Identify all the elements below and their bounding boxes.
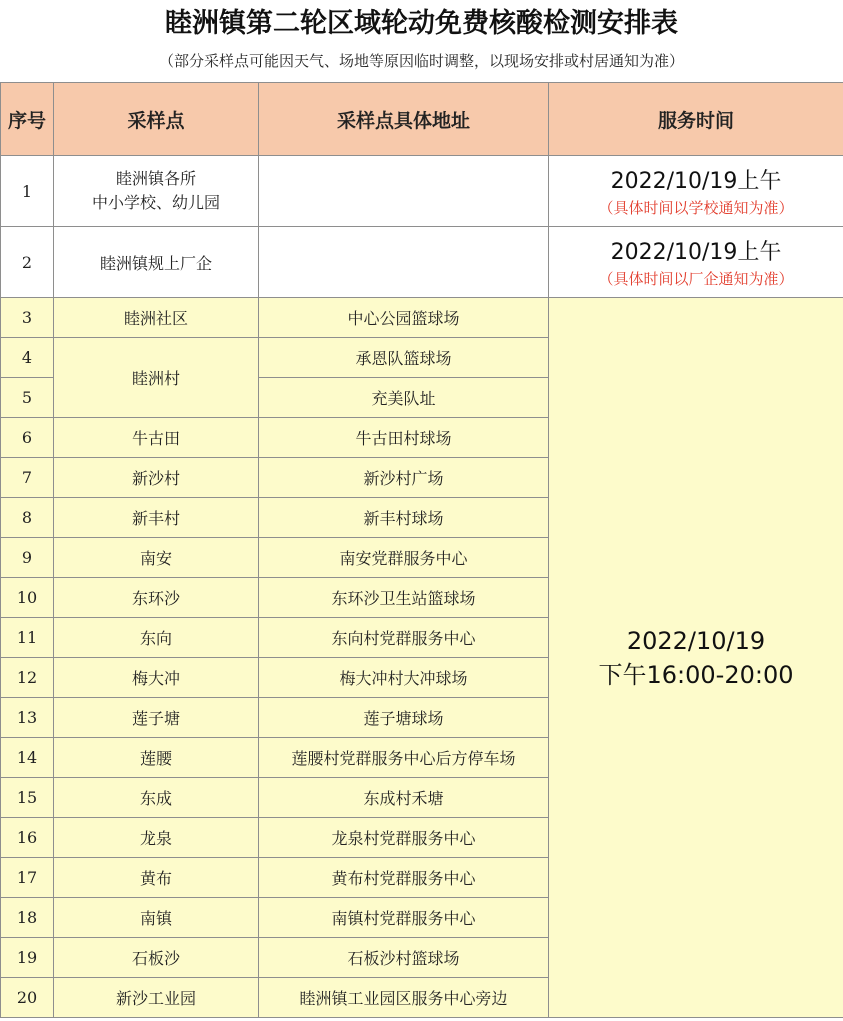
row-site: 东向 (54, 618, 259, 658)
row-address: 莲腰村党群服务中心后方停车场 (259, 738, 549, 778)
row-time-value: 2022/10/19上午 (610, 240, 782, 265)
row-site: 睦洲村 (54, 338, 259, 418)
row-site: 睦洲镇规上厂企 (54, 227, 259, 298)
row-address: 黄布村党群服务中心 (259, 858, 549, 898)
row-address (259, 227, 549, 298)
header-time: 服务时间 (549, 83, 843, 156)
row-address: 新沙村广场 (259, 458, 549, 498)
row-index: 19 (1, 938, 54, 978)
page-subtitle: （部分采样点可能因天气、场地等原因临时调整，以现场安排或村居通知为准） (158, 52, 684, 70)
row-address: 新丰村球场 (259, 498, 549, 538)
row-index: 18 (1, 898, 54, 938)
row-site: 新沙工业园 (54, 978, 259, 1018)
row-address: 东向村党群服务中心 (259, 618, 549, 658)
row-site: 莲腰 (54, 738, 259, 778)
row-index: 3 (1, 298, 54, 338)
row-index: 6 (1, 418, 54, 458)
row-index: 16 (1, 818, 54, 858)
row-address (259, 156, 549, 227)
shared-time-hours: 下午16:00-20:00 (598, 660, 794, 689)
row-site: 牛古田 (54, 418, 259, 458)
row-address: 牛古田村球场 (259, 418, 549, 458)
schedule-table (0, 82, 843, 1018)
row-address: 充美队址 (259, 378, 549, 418)
row-index: 9 (1, 538, 54, 578)
row-site: 睦洲社区 (54, 298, 259, 338)
row-site: 东环沙 (54, 578, 259, 618)
header-index: 序号 (1, 83, 54, 156)
row-site: 莲子塘 (54, 698, 259, 738)
row-site-line: 睦洲镇各所 (115, 169, 196, 188)
row-address: 南安党群服务中心 (259, 538, 549, 578)
page-title: 睦洲镇第二轮区域轮动免费核酸检测安排表 (165, 8, 678, 39)
row-index: 14 (1, 738, 54, 778)
row-address: 东成村禾塘 (259, 778, 549, 818)
row-address: 东环沙卫生站篮球场 (259, 578, 549, 618)
row-time-value: 2022/10/19上午 (610, 169, 782, 194)
row-time-note: （具体时间以厂企通知为准） (598, 270, 794, 288)
row-index: 11 (1, 618, 54, 658)
row-index: 1 (1, 156, 54, 227)
row-time (549, 156, 843, 227)
row-site: 石板沙 (54, 938, 259, 978)
row-site-line: 中小学校、幼儿园 (91, 193, 220, 212)
row-site: 东成 (54, 778, 259, 818)
row-site: 南安 (54, 538, 259, 578)
row-index: 2 (1, 227, 54, 298)
header-site: 采样点 (54, 83, 259, 156)
row-address: 中心公园篮球场 (259, 298, 549, 338)
row-index: 13 (1, 698, 54, 738)
header-address: 采样点具体地址 (259, 83, 549, 156)
row-index: 17 (1, 858, 54, 898)
row-site: 梅大冲 (54, 658, 259, 698)
row-address: 莲子塘球场 (259, 698, 549, 738)
row-time (549, 227, 843, 298)
row-index: 15 (1, 778, 54, 818)
row-index: 7 (1, 458, 54, 498)
row-site: 南镇 (54, 898, 259, 938)
row-address: 南镇村党群服务中心 (259, 898, 549, 938)
row-site: 新丰村 (54, 498, 259, 538)
table-header-row (1, 83, 843, 156)
row-index: 20 (1, 978, 54, 1018)
row-address: 梅大冲村大冲球场 (259, 658, 549, 698)
row-site (54, 156, 259, 227)
row-address: 睦洲镇工业园区服务中心旁边 (259, 978, 549, 1018)
table-row (1, 298, 843, 338)
row-address: 石板沙村篮球场 (259, 938, 549, 978)
row-index: 12 (1, 658, 54, 698)
row-index: 5 (1, 378, 54, 418)
row-site: 龙泉 (54, 818, 259, 858)
row-index: 4 (1, 338, 54, 378)
row-address: 龙泉村党群服务中心 (259, 818, 549, 858)
row-time-note: （具体时间以学校通知为准） (598, 199, 794, 217)
row-site: 黄布 (54, 858, 259, 898)
row-index: 10 (1, 578, 54, 618)
table-row (1, 156, 843, 227)
row-site: 新沙村 (54, 458, 259, 498)
row-index: 8 (1, 498, 54, 538)
row-address: 承恩队篮球场 (259, 338, 549, 378)
shared-time-cell (549, 298, 843, 1018)
table-row (1, 227, 843, 298)
shared-time-date: 2022/10/19 (626, 626, 766, 655)
